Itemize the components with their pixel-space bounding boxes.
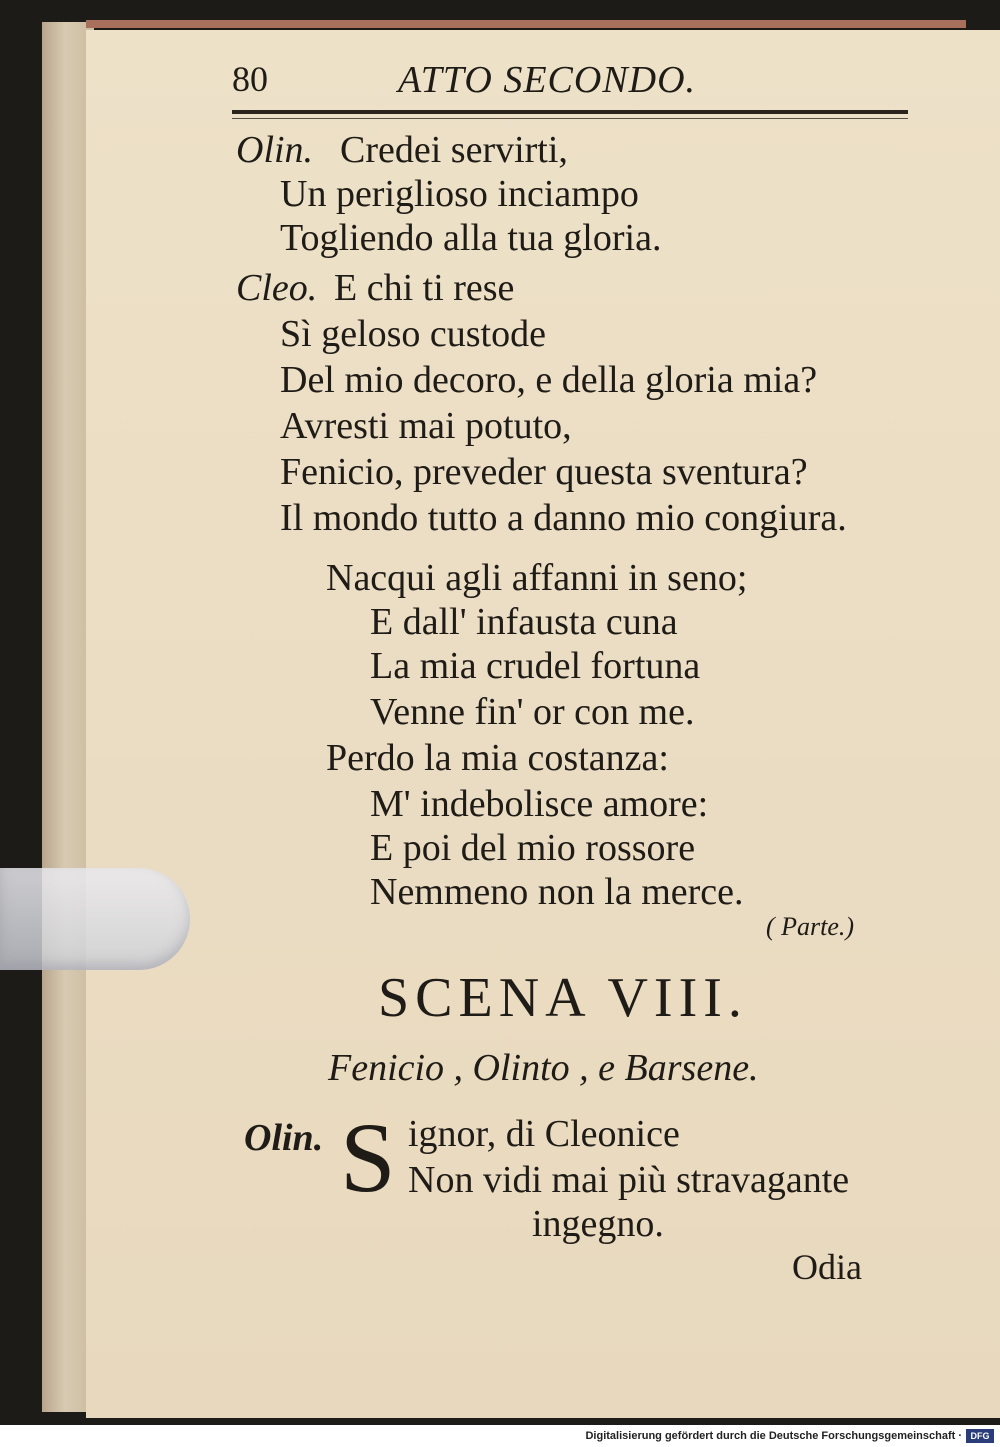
page-number: 80: [232, 59, 268, 99]
speaker-label: Cleo.: [236, 267, 318, 309]
verse-line: E chi ti rese: [334, 267, 515, 309]
aria-line: E poi del mio rossore: [370, 827, 696, 869]
footer-credit: Digitalisierung gefördert durch die Deutsche Forschungsgemeinschaft ·: [585, 1430, 962, 1442]
dfg-logo-icon: DFG: [966, 1429, 994, 1443]
aria-line: Perdo la mia costanza:: [326, 737, 669, 779]
verse-line: Il mondo tutto a danno mio congiura.: [280, 497, 847, 539]
speaker-label: Olin.: [236, 129, 314, 171]
verse-line: Avresti mai potuto,: [280, 405, 572, 447]
footer-bar: [0, 1425, 1000, 1447]
stage-direction: ( Parte.): [766, 912, 855, 941]
aria-line: La mia crudel fortuna: [370, 645, 701, 687]
verse-line: Togliendo alla tua gloria.: [280, 217, 662, 259]
catchword: Odia: [792, 1247, 862, 1287]
aria-line: M' indebolisce amore:: [370, 783, 709, 825]
verse-line: Credei servirti,: [340, 129, 568, 171]
scanner-clip: [0, 868, 190, 970]
scene-characters: Fenicio , Olinto , e Barsene.: [328, 1047, 759, 1089]
aria-line: Nemmeno non la merce.: [370, 871, 744, 913]
speaker-label: Olin.: [244, 1117, 324, 1159]
verse-line: Del mio decoro, e della gloria mia?: [280, 359, 818, 401]
verse-line: Un periglioso inciampo: [280, 173, 639, 215]
verse-line: Sì geloso custode: [280, 313, 546, 355]
verse-line: Non vidi mai più stravagante: [408, 1159, 850, 1201]
aria-line: E dall' infausta cuna: [370, 601, 678, 643]
drop-cap: S: [340, 1102, 396, 1213]
verse-line: ignor, di Cleonice: [408, 1113, 680, 1155]
scene-heading: SCENA VIII.: [378, 967, 748, 1029]
verse-line: Fenicio, preveder questa sventura?: [280, 451, 808, 493]
aria-line: Venne fin' or con me.: [370, 691, 695, 733]
running-title: ATTO SECONDO.: [398, 59, 697, 101]
header-rule-thin: [232, 118, 908, 119]
aria-line: Nacqui agli affanni in seno;: [326, 557, 748, 599]
header-rule: [232, 110, 908, 114]
verse-line: ingegno.: [532, 1203, 664, 1245]
